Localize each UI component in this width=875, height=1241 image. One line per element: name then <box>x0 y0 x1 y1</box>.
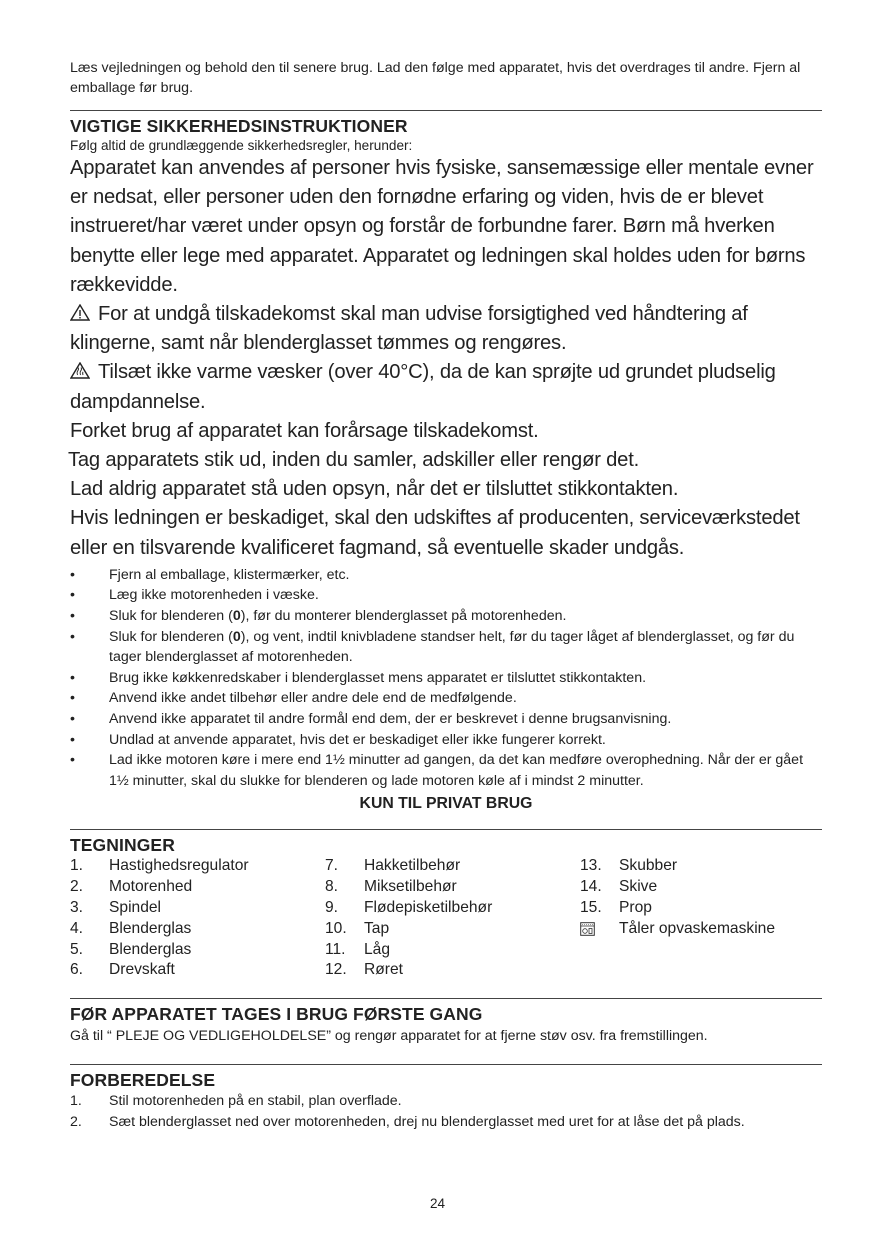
list-item: 13. Skubber <box>580 857 678 875</box>
list-item: 8. Miksetilbehør <box>325 878 457 896</box>
list-item: • Lad ikke motoren køre i mere end 1½ minutter ad gangen, da det kan medføre overophedning. Når der er gået 1½ minutter, skal du slukke for blenderen og lade motoren køle af i mindst 2 minutter. <box>70 752 804 789</box>
preparation-section <box>70 1064 822 1133</box>
list-item: 9. Flødepisketilbehør <box>325 898 493 916</box>
safety-bullet-list <box>70 565 822 792</box>
safety-paragraph: Tag apparatets stik ud, inden du samler, adskiller eller rengør det. <box>68 449 640 472</box>
parts-list <box>70 856 822 981</box>
bullet-dot: • <box>70 628 75 645</box>
list-item: • Anvend ikke apparatet til andre formål end dem, der er beskrevet i denne brugsanvisning. <box>70 709 822 730</box>
list-item: 5. Blenderglas <box>70 940 192 958</box>
drawings-section <box>70 829 822 981</box>
safety-subheading: Følg altid de grundlæggende sikkerhedsregler, herunder: <box>70 138 413 153</box>
preparation-steps <box>70 1091 822 1133</box>
list-item: 10. Tap <box>325 919 390 937</box>
safety-paragraph: Lad aldrig apparatet stå uden opsyn, når det er tilsluttet stikkontakten. <box>70 478 679 501</box>
list-item: • Sluk for blenderen (0), før du monterer blenderglasset på motorenheden. <box>70 606 822 627</box>
hot-liquid-warning-icon <box>70 362 90 379</box>
list-item: • Brug ikke køkkenredskaber i blenderglasset mens apparatet er tilsluttet stikkontakten. <box>70 668 822 689</box>
bullet-dot: • <box>70 608 75 625</box>
before-use-section <box>70 998 822 1046</box>
safety-paragraph-hot <box>70 358 822 416</box>
list-item: 14. Skive <box>580 878 658 896</box>
before-use-heading: FØR APPARATET TAGES I BRUG FØRSTE GANG <box>70 1004 483 1025</box>
parts-column-2 <box>325 856 580 981</box>
manual-page <box>70 58 822 1133</box>
safety-paragraph: Apparatet kan anvendes af personer hvis fysiske, sansemæssige eller mentale evner er nedsat, eller personer uden den fornødne erfaring og viden, hvis de er blevet instrueret/har været under opsyn og forstår de forbundne farer. Børn må hverken benytte eller lege med apparatet. Apparatet og ledningen skal holdes uden for børns rækkevidde. <box>70 157 814 296</box>
safety-paragraph-text: Tilsæt ikke varme væsker (over 40°C), da de kan sprøjte ud grundet pludselig dampdannelse. <box>70 361 776 413</box>
drawings-heading: TEGNINGER <box>70 835 175 856</box>
safety-paragraph: Forket brug af apparatet kan forårsage tilskadekomst. <box>70 419 539 442</box>
intro-text: Læs vejledningen og behold den til senere brug. Lad den følge med apparatet, hvis det overdrages til andre. Fjern al emballage før brug. <box>70 60 801 96</box>
list-item: • Fjern al emballage, klistermærker, etc. <box>70 565 822 586</box>
parts-column-1 <box>70 856 325 981</box>
list-item: 12. Røret <box>325 961 403 979</box>
bullet-dot: • <box>70 690 75 707</box>
list-item: 3. Spindel <box>70 898 162 916</box>
safety-paragraph-text: For at undgå tilskadekomst skal man udvise forsigtighed ved håndtering af klingerne, samt når blenderglasset tømmes og rengøres. <box>70 303 748 355</box>
before-use-text: Gå til “ PLEJE OG VEDLIGEHOLDELSE” og rengør apparatet for at fjerne støv osv. fra fremstillingen. <box>70 1028 708 1045</box>
page-number: 24 <box>429 1196 446 1211</box>
safety-paragraph: Hvis ledningen er beskadiget, skal den udskiftes af producenten, serviceværkstedet eller en tilsvarende kvalificeret fagmand, så eventuelle skader undgås. <box>70 507 800 559</box>
bullet-dot: • <box>70 731 75 748</box>
warning-triangle-icon <box>70 304 90 321</box>
list-item <box>580 919 822 943</box>
parts-column-3 <box>580 856 822 981</box>
list-item: 11. Låg <box>325 940 391 958</box>
bullet-dot: • <box>70 711 75 727</box>
list-item: • Læg ikke motorenheden i væske. <box>70 585 822 606</box>
list-item: 2. Motorenhed <box>70 878 193 896</box>
dishwasher-safe-label: Tåler opvaskemaskine <box>619 919 776 937</box>
list-item: 4. Blenderglas <box>70 919 192 937</box>
bullet-dot: • <box>70 587 75 604</box>
safety-paragraph-warning <box>70 300 822 358</box>
safety-heading: VIGTIGE SIKKERHEDSINSTRUKTIONER <box>70 116 408 136</box>
list-item: 6. Drevskaft <box>70 961 175 979</box>
list-item: • Sluk for blenderen (0), og vent, indtil knivbladene standser helt, før du tager låget af blenderglasset, og før du tager blenderglasset af motorenheden. <box>70 628 795 666</box>
list-item: 7. Hakketilbehør <box>325 857 461 875</box>
list-item: 1. Hastighedsregulator <box>70 857 249 875</box>
list-item: 15. Prop <box>580 898 652 916</box>
bullet-dot: • <box>70 566 75 583</box>
list-item: • Anvend ikke andet tilbehør eller andre dele end de medfølgende. <box>70 688 822 709</box>
safety-paragraphs <box>70 154 822 563</box>
bullet-dot: • <box>70 752 75 769</box>
private-use-notice: KUN TIL PRIVAT BRUG <box>359 795 533 813</box>
dishwasher-safe-icon <box>580 922 595 936</box>
list-item: 2. Sæt blenderglasset ned over motorenheden, drej nu blenderglasset med uret for at låse det på plads. <box>70 1113 745 1130</box>
bullet-dot: • <box>70 669 75 686</box>
safety-section <box>70 110 822 815</box>
list-item: • Undlad at anvende apparatet, hvis det er beskadiget eller ikke fungerer korrekt. <box>70 730 822 751</box>
list-item: 1. Stil motorenheden på en stabil, plan overflade. <box>70 1093 402 1110</box>
preparation-heading: FORBEREDELSE <box>70 1070 216 1091</box>
